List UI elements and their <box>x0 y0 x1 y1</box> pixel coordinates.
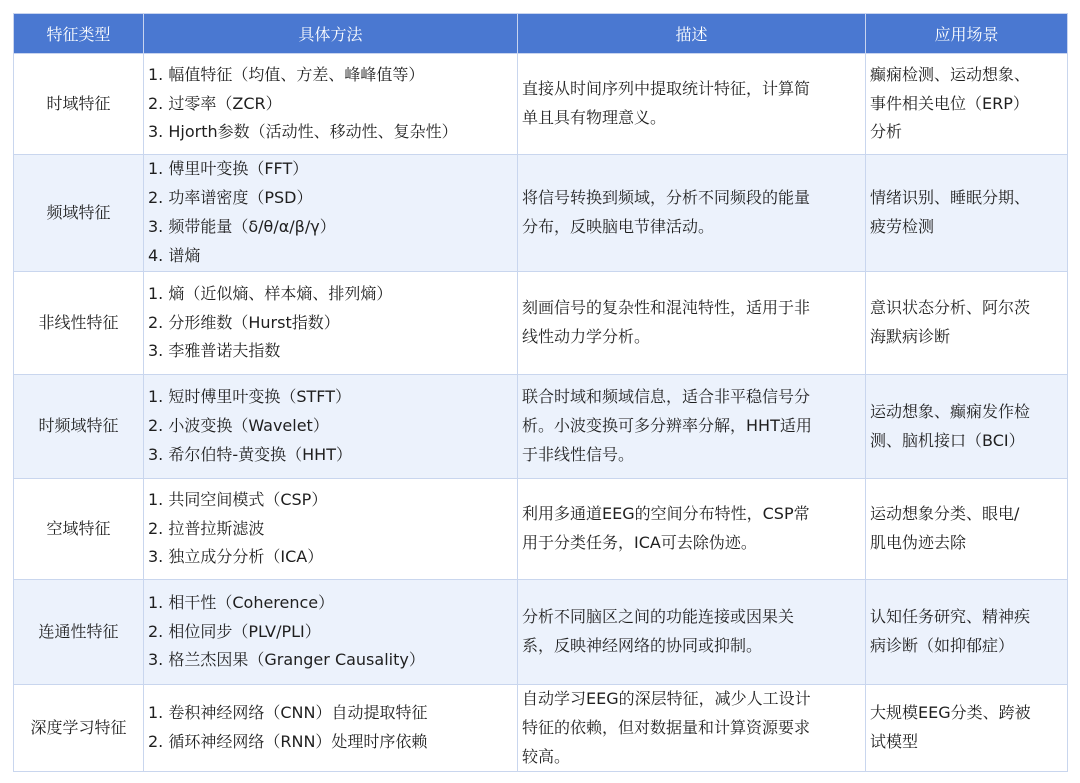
method-line: 1. 傅里叶变换（FFT） <box>148 159 309 179</box>
method-line: 3. Hjorth参数（活动性、移动性、复杂性） <box>148 122 458 142</box>
method-cell <box>144 155 518 272</box>
application-line: 海默病诊断 <box>870 327 951 346</box>
application-cell <box>866 54 1068 155</box>
application-cell <box>866 155 1068 272</box>
application-cell <box>866 272 1068 375</box>
header-method: 具体方法 <box>144 14 518 54</box>
method-line: 1. 幅值特征（均值、方差、峰峰值等） <box>148 64 425 84</box>
header-application: 应用场景 <box>866 14 1068 54</box>
application-line: 测、脑机接口（BCI） <box>870 430 1025 450</box>
application-line: 情绪识别、睡眠分期、 <box>870 188 1031 208</box>
feature-type-cell: 空域特征 <box>14 479 144 580</box>
application-line: 肌电伪迹去除 <box>870 533 967 552</box>
table-row <box>14 375 1068 479</box>
feature-type-cell: 非线性特征 <box>14 272 144 375</box>
application-cell <box>866 375 1068 479</box>
application-line: 试模型 <box>870 732 919 752</box>
feature-table-container <box>13 13 1068 772</box>
method-line: 3. 李雅普诺夫指数 <box>148 341 281 361</box>
application-line: 运动想象分类、眼电/ <box>870 504 1020 524</box>
method-line: 1. 短时傅里叶变换（STFT） <box>148 387 351 407</box>
description-line: 系，反映神经网络的协同或抑制。 <box>522 636 763 655</box>
table-row <box>14 479 1068 580</box>
description-line: 刻画信号的复杂性和混沌特性，适用于非 <box>522 298 811 318</box>
application-line: 病诊断（如抑郁症） <box>870 636 1015 655</box>
table-body <box>14 54 1068 772</box>
method-cell <box>144 375 518 479</box>
description-cell <box>518 272 866 375</box>
feature-type-cell: 时频域特征 <box>14 375 144 479</box>
application-line: 事件相关电位（ERP） <box>870 93 1029 113</box>
table-header-row <box>14 14 1068 54</box>
description-line: 单且具有物理意义。 <box>522 108 667 127</box>
feature-type-cell: 深度学习特征 <box>14 685 144 772</box>
feature-type-cell: 连通性特征 <box>14 580 144 685</box>
application-line: 疲劳检测 <box>870 217 935 236</box>
application-cell <box>866 685 1068 772</box>
method-cell <box>144 54 518 155</box>
description-line: 特征的依赖，但对数据量和计算资源要求 <box>522 717 811 737</box>
application-line: 认知任务研究、精神疾 <box>870 607 1031 627</box>
method-cell <box>144 685 518 772</box>
description-line: 自动学习EEG的深层特征，减少人工设计 <box>522 689 811 708</box>
description-line: 联合时域和频域信息，适合非平稳信号分 <box>522 387 811 407</box>
description-line: 分布，反映脑电节律活动。 <box>522 217 715 236</box>
method-line: 3. 格兰杰因果（Granger Causality） <box>148 650 425 670</box>
description-cell <box>518 479 866 580</box>
method-cell <box>144 272 518 375</box>
method-line: 1. 卷积神经网络（CNN）自动提取特征 <box>148 703 428 723</box>
application-line: 运动想象、癫痫发作检 <box>870 401 1031 421</box>
table-row <box>14 54 1068 155</box>
table-row <box>14 155 1068 272</box>
description-line: 利用多通道EEG的空间分布特性，CSP常 <box>522 504 810 524</box>
description-line: 于非线性信号。 <box>522 444 635 464</box>
description-cell <box>518 685 866 772</box>
description-cell <box>518 54 866 155</box>
description-line: 分析不同脑区之间的功能连接或因果关 <box>522 607 795 627</box>
method-line: 1. 相干性（Coherence） <box>148 592 335 612</box>
method-line: 2. 循环神经网络（RNN）处理时序依赖 <box>148 732 428 752</box>
application-cell <box>866 479 1068 580</box>
description-line: 将信号转换到频域，分析不同频段的能量 <box>522 188 811 208</box>
method-line: 3. 希尔伯特-黄变换（HHT） <box>148 444 352 464</box>
method-line: 3. 独立成分分析（ICA） <box>148 547 324 567</box>
application-line: 分析 <box>870 122 903 142</box>
table-row <box>14 272 1068 375</box>
description-line: 较高。 <box>522 746 571 766</box>
application-line: 大规模EEG分类、跨被 <box>870 703 1031 723</box>
method-line: 1. 共同空间模式（CSP） <box>148 489 328 509</box>
header-feature-type: 特征类型 <box>14 14 144 54</box>
table-row <box>14 685 1068 772</box>
method-line: 1. 熵（近似熵、样本熵、排列熵） <box>148 283 393 303</box>
application-line: 癫痫检测、运动想象、 <box>870 64 1031 84</box>
description-cell <box>518 580 866 685</box>
application-cell <box>866 580 1068 685</box>
description-line: 析。小波变换可多分辨率分解，HHT适用 <box>522 416 812 436</box>
feature-type-cell: 时域特征 <box>14 54 144 155</box>
method-line: 2. 拉普拉斯滤波 <box>148 518 265 538</box>
description-line: 直接从时间序列中提取统计特征，计算简 <box>522 79 811 99</box>
description-cell <box>518 375 866 479</box>
method-line: 2. 小波变换（Wavelet） <box>148 416 329 436</box>
method-line: 4. 谱熵 <box>148 245 201 265</box>
method-line: 2. 相位同步（PLV/PLI） <box>148 621 321 641</box>
table-row <box>14 580 1068 685</box>
method-line: 2. 功率谱密度（PSD） <box>148 188 313 208</box>
eeg-feature-table <box>13 13 1068 772</box>
description-line: 线性动力学分析。 <box>522 327 651 346</box>
application-line: 意识状态分析、阿尔茨 <box>870 298 1031 318</box>
description-line: 用于分类任务，ICA可去除伪迹。 <box>522 533 757 552</box>
method-cell <box>144 479 518 580</box>
feature-type-cell: 频域特征 <box>14 155 144 272</box>
method-line: 2. 分形维数（Hurst指数） <box>148 312 340 332</box>
header-description: 描述 <box>518 14 866 54</box>
method-line: 3. 频带能量（δ/θ/α/β/γ） <box>148 217 336 236</box>
method-cell <box>144 580 518 685</box>
description-cell <box>518 155 866 272</box>
method-line: 2. 过零率（ZCR） <box>148 93 282 113</box>
